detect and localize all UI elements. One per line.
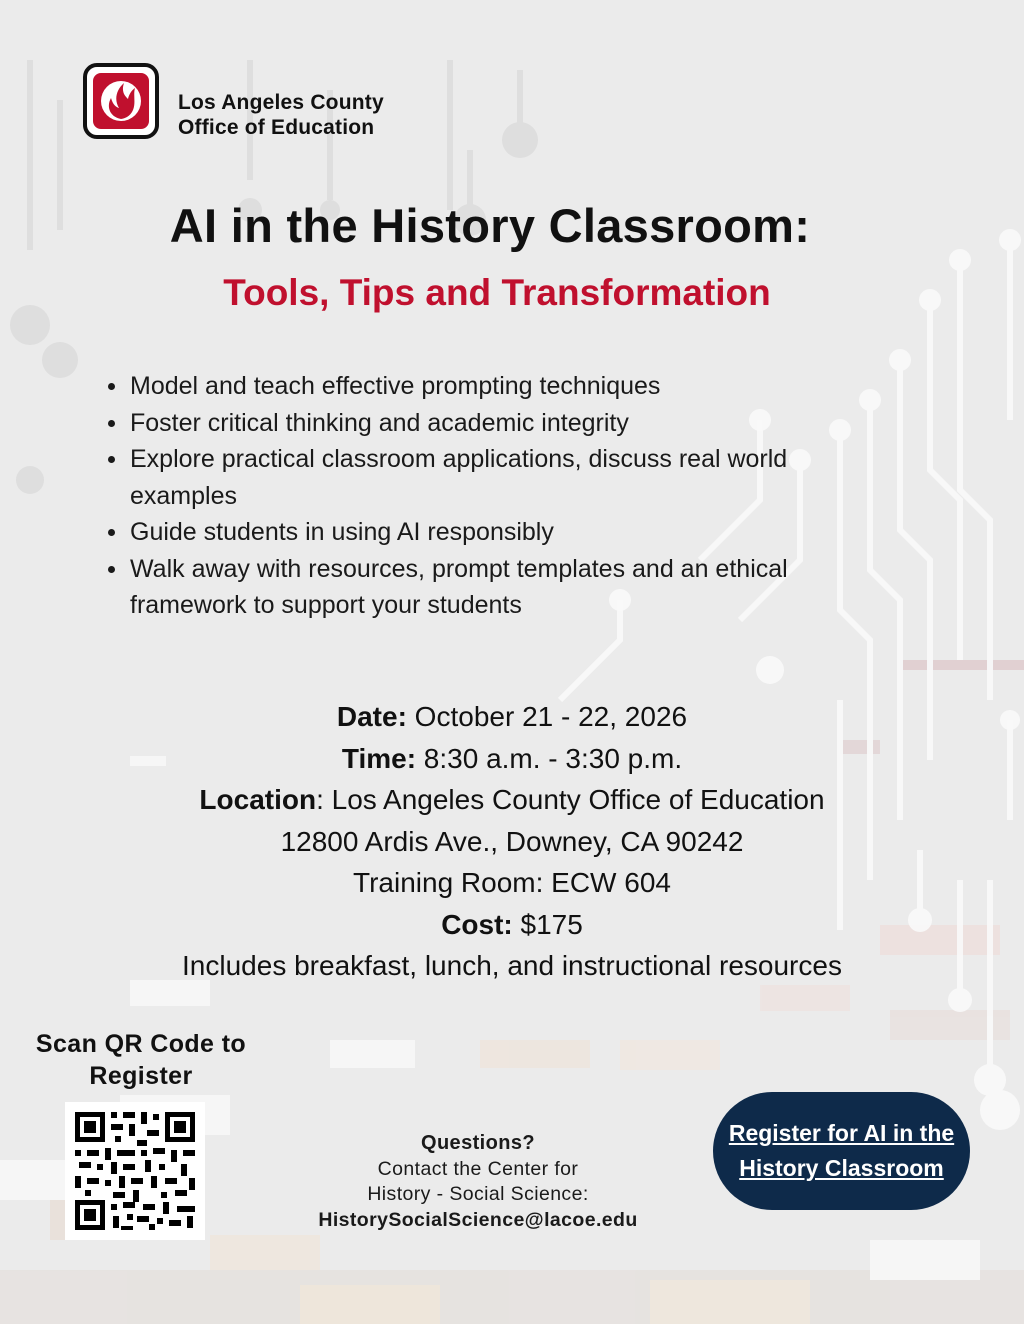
location-label: Location	[199, 784, 317, 815]
list-item: Model and teach effective prompting techniques	[104, 368, 864, 405]
list-item: Foster critical thinking and academic integrity	[104, 405, 864, 442]
time-label: Time:	[341, 742, 417, 774]
objectives-list	[104, 368, 864, 624]
cost-row	[0, 904, 1024, 946]
register-button[interactable]	[713, 1092, 970, 1210]
org-name-line1: Los Angeles County	[178, 91, 384, 114]
location-row	[0, 779, 1024, 821]
page-subtitle: Tools, Tips and Transformation	[223, 272, 771, 313]
org-name	[178, 90, 384, 140]
contact-email-link[interactable]: HistorySocialScience@lacoe.edu	[318, 1208, 638, 1231]
qr-code-icon[interactable]	[65, 1102, 205, 1240]
date-value: October 21 - 22, 2026	[406, 701, 688, 732]
list-item: Guide students in using AI responsibly	[104, 514, 864, 551]
contact-info	[290, 1131, 666, 1233]
time-row	[0, 738, 1024, 780]
lacoe-logo-icon	[83, 63, 159, 139]
cost-label: Cost:	[441, 908, 513, 940]
qr-heading	[28, 1028, 254, 1092]
register-button-label	[721, 1116, 962, 1186]
includes-note: Includes breakfast, lunch, and instructional resources	[182, 950, 842, 981]
contact-question: Questions?	[420, 1132, 535, 1154]
time-value: 8:30 a.m. - 3:30 p.m.	[416, 742, 683, 774]
qr-heading-line1: Scan QR Code to	[35, 1030, 247, 1058]
cost-value: $175	[512, 908, 583, 940]
contact-line1: Contact the Center for	[377, 1157, 579, 1180]
list-item: Explore practical classroom applications, discuss real world examples	[104, 441, 864, 514]
org-name-line2: Office of Education	[178, 116, 375, 139]
page-title: AI in the History Classroom:	[169, 199, 811, 252]
contact-line2: History - Social Science:	[367, 1183, 589, 1205]
register-button-line2: History Classroom	[739, 1155, 944, 1181]
list-item: Walk away with resources, prompt templates and an ethical framework to support your students	[104, 551, 864, 624]
training-room: Training Room: ECW 604	[353, 867, 671, 898]
event-details	[0, 696, 1024, 987]
date-row	[0, 696, 1024, 738]
location-value: : Los Angeles County Office of Education	[316, 784, 825, 815]
qr-heading-line2: Register	[89, 1062, 193, 1090]
date-label: Date:	[336, 701, 407, 732]
register-button-line1: Register for AI in the	[728, 1120, 955, 1146]
address: 12800 Ardis Ave., Downey, CA 90242	[280, 825, 744, 857]
